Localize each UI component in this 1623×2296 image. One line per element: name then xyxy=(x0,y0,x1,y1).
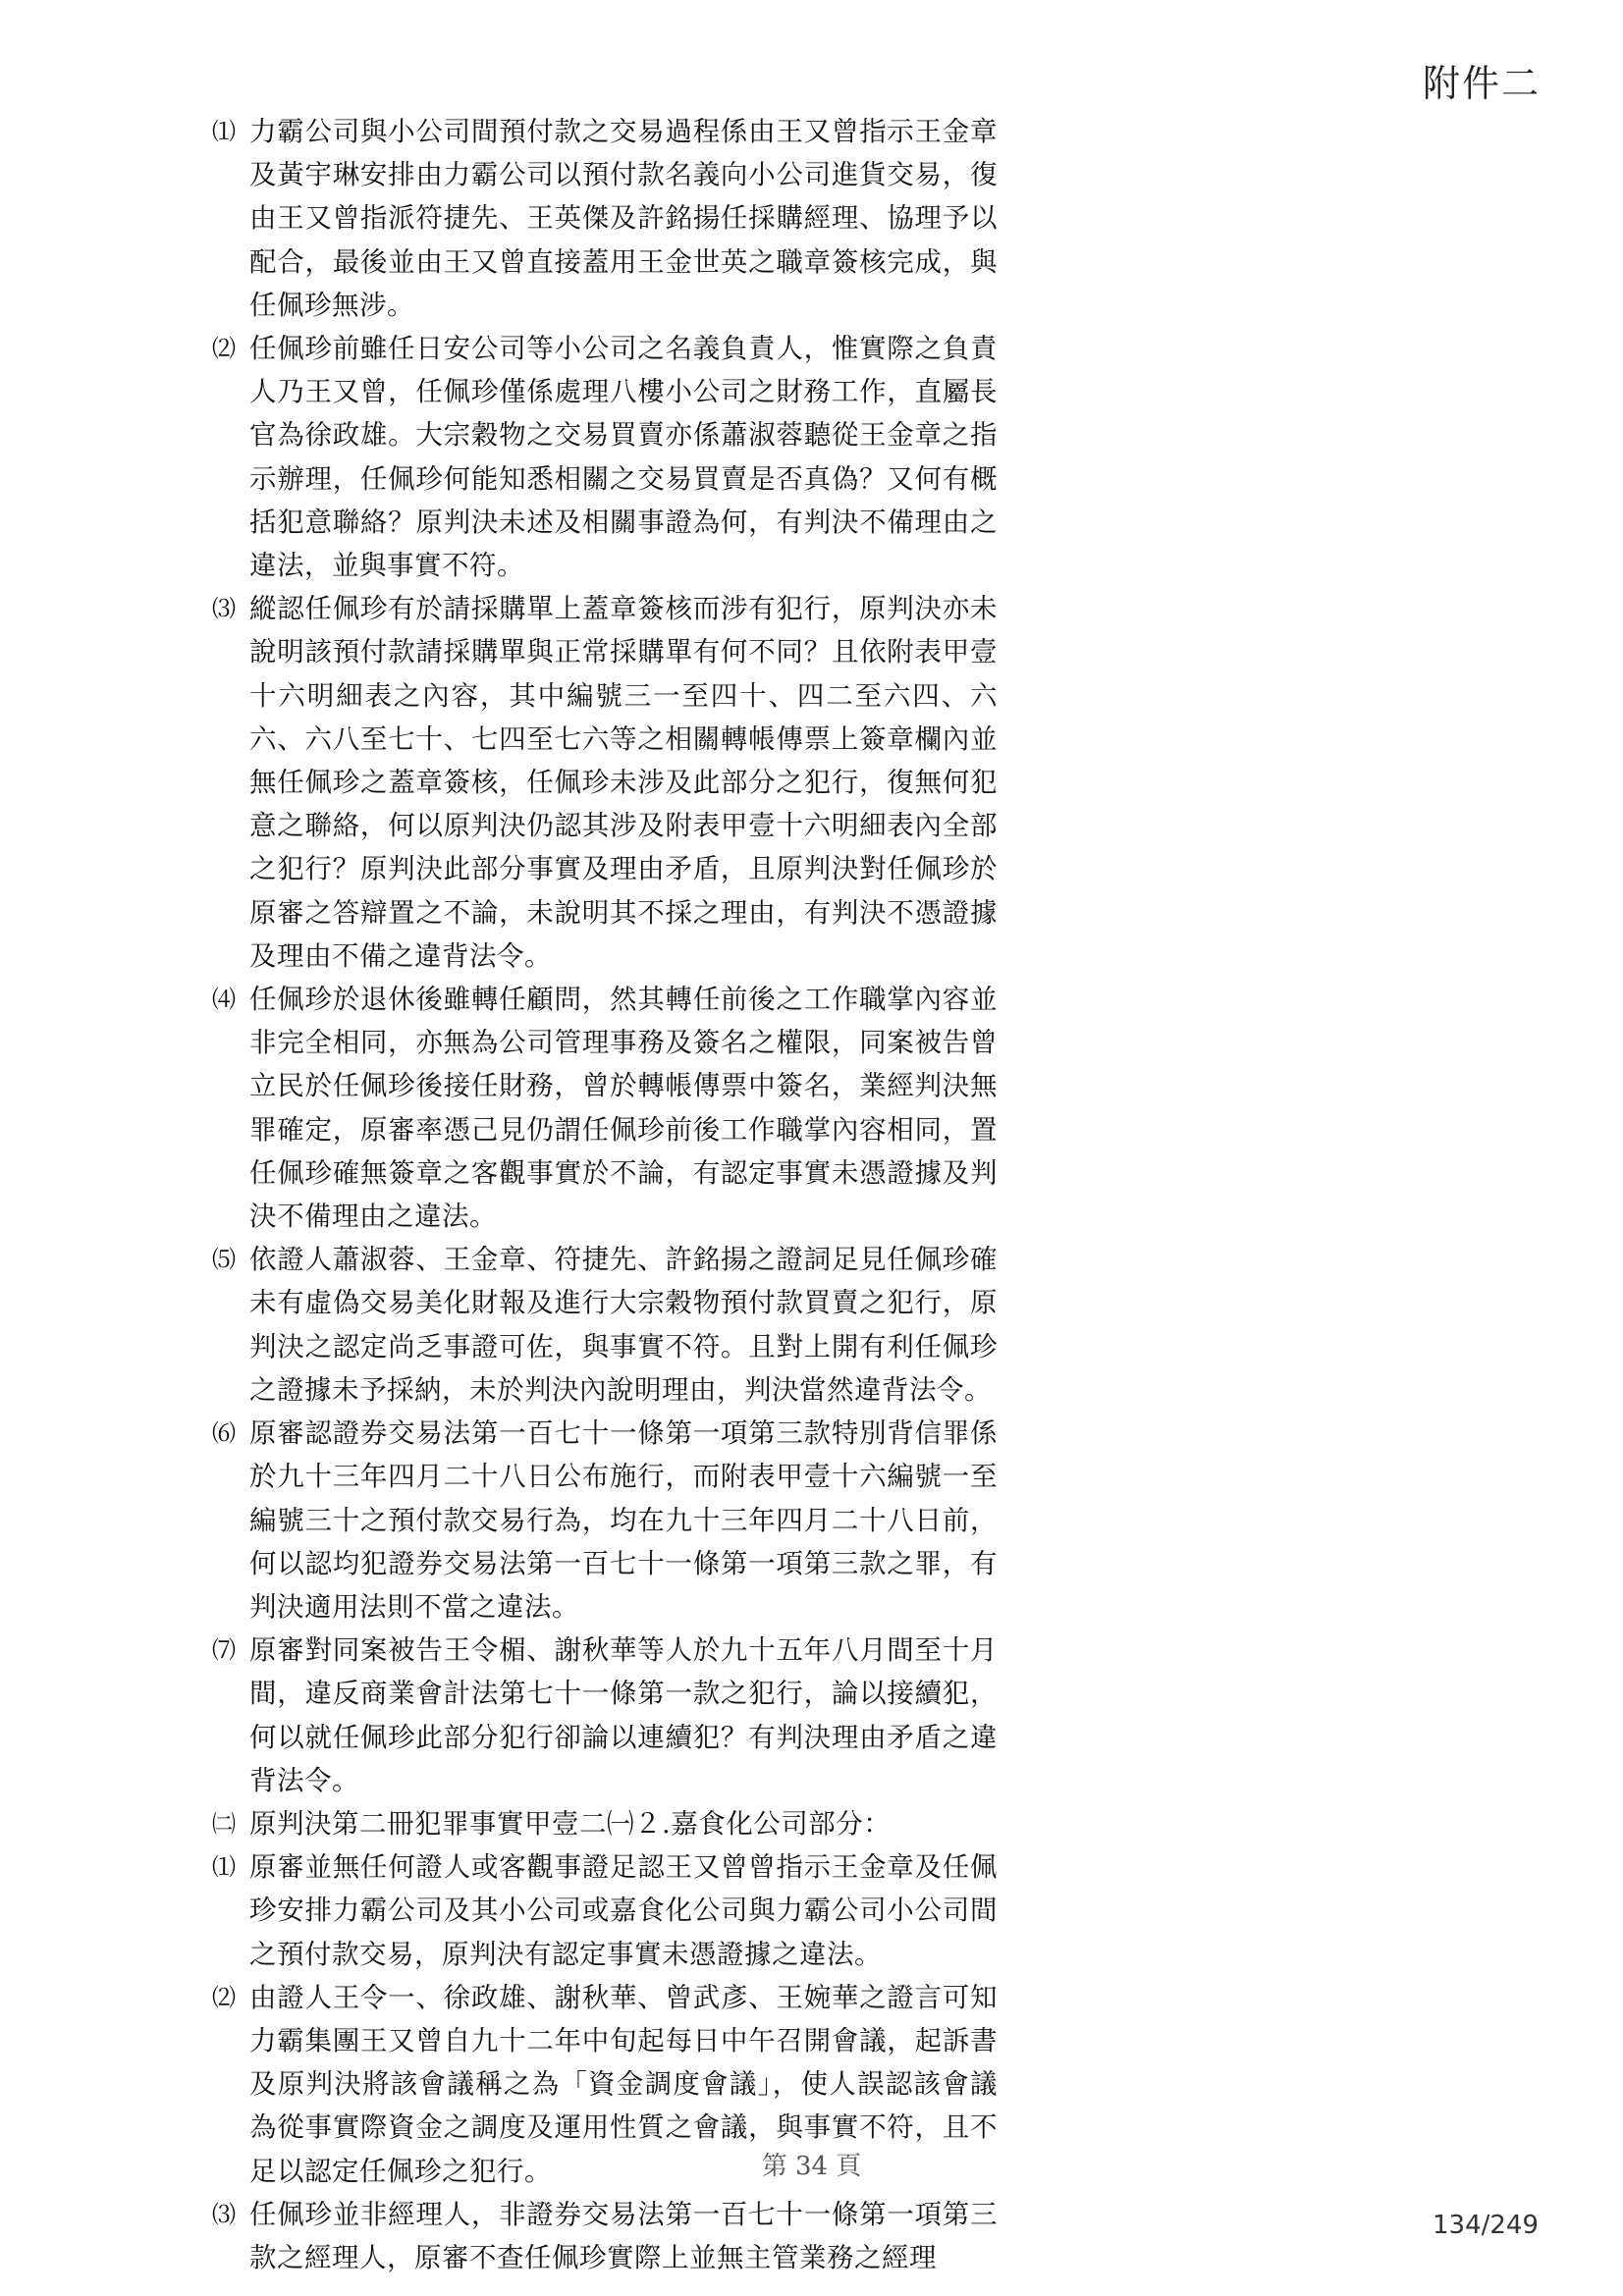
item-number: ⑶ xyxy=(212,2200,237,2228)
item-text: 縱認任佩珍有於請採購單上蓋章簽核而涉有犯行，原判決亦未說明該預付款請採購單與正常採購單有何不同？且依附表甲壹十六明細表之內容，其中編號三一至四十、四二至六四、六六、六八至七十、七四至七六等之相關轉帳傳票上簽章欄內並無任佩珍之蓋章簽核，任佩珍未涉及此部分之犯行，復無何犯意之聯絡，何以原判決仍認其涉及附表甲壹十六明細表內全部之犯行？原判決此部分事實及理由矛盾，且原判決對任佩珍於原審之答辯置之不論，未說明其不採之理由，有判決不憑證據及理由不備之違背法令。 xyxy=(249,593,998,972)
item-text: 任佩珍前雖任日安公司等小公司之名義負責人，惟實際之負責人乃王又曾，任佩珍僅係處理八樓小公司之財務工作，直屬長官為徐政雄。大宗穀物之交易買賣亦係蕭淑蓉聽從王金章之指示辦理，任佩珍何能知悉相關之交易買賣是否真偽？又何有概括犯意聯絡？原判決未述及相關事證為何，有判決不備理由之違法，並與事實不符。 xyxy=(249,333,998,582)
item-number: ⑸ xyxy=(212,1246,237,1274)
paragraph-item xyxy=(212,2193,998,2279)
paragraph-item xyxy=(212,1845,998,1976)
paragraph-item xyxy=(212,327,998,587)
item-text: 原審並無任何證人或客觀事證足認王又曾曾指示王金章及任佩珍安排力霸公司及其小公司或嘉食化公司與力霸公司小公司間之預付款交易，原判決有認定事實未憑證據之違法。 xyxy=(249,1851,998,1970)
section-number: ㈡ xyxy=(212,1809,237,1838)
paragraph-item xyxy=(212,1629,998,1802)
item-number: ⑷ xyxy=(212,986,237,1014)
paragraph-item xyxy=(212,110,998,327)
item-number: ⑹ xyxy=(212,1419,237,1448)
item-number: ⑵ xyxy=(212,1983,237,2011)
section-text: 原判決第二冊犯罪事實甲壹二㈠２.嘉食化公司部分： xyxy=(249,1807,892,1840)
attachment-label: 附件二 xyxy=(1422,62,1541,105)
item-text: 依證人蕭淑蓉、王金章、符捷先、許銘揚之證詞足見任佩珍確未有虛偽交易美化財報及進行大宗穀物預付款買賣之犯行，原判決之認定尚乏事證可佐，與事實不符。且對上開有利任佩珍之證據未予採納，未於判決內說明理由，判決當然違背法令。 xyxy=(249,1244,998,1406)
item-number: ⑵ xyxy=(212,335,237,363)
item-number: ⑶ xyxy=(212,595,237,623)
paragraph-item xyxy=(212,587,998,978)
paragraph-item xyxy=(212,1238,998,1412)
item-number: ⑴ xyxy=(212,1853,237,1882)
item-number: ⑴ xyxy=(212,118,237,145)
document-body xyxy=(212,110,998,2279)
item-text: 任佩珍於退休後雖轉任顧問，然其轉任前後之工作職掌內容並非完全相同，亦無為公司管理事務及簽名之權限，同案被告曾立民於任佩珍後接任財務，曾於轉帳傳票中簽名，業經判決無罪確定，原審率憑己見仍謂任佩珍前後工作職掌內容相同，置任佩珍確無簽章之客觀事實於不論，有認定事實未憑證據及判決不備理由之違法。 xyxy=(249,984,998,1233)
item-text: 原審認證券交易法第一百七十一條第一項第三款特別背信罪係於九十三年四月二十八日公布施行，而附表甲壹十六編號一至編號三十之預付款交易行為，均在九十三年四月二十八日前，何以認均犯證券交易法第一百七十一條第一項第三款之罪，有判決適用法則不當之違法。 xyxy=(249,1417,998,1623)
item-text: 原審對同案被告王令楣、謝秋華等人於九十五年八月間至十月間，違反商業會計法第七十一條第一款之犯行，論以接續犯，何以就任佩珍此部分犯行卻論以連續犯？有判決理由矛盾之違背法令。 xyxy=(249,1634,998,1796)
item-text: 任佩珍並非經理人，非證券交易法第一百七十一條第一項第三款之經理人，原審不查任佩珍實際上並無主管業務之經理 xyxy=(249,2198,998,2273)
item-number: ⑺ xyxy=(212,1636,237,1665)
item-text: 由證人王令一、徐政雄、謝秋華、曾武彥、王婉華之證言可知力霸集團王又曾自九十二年中旬起每日中午召開會議，起訴書及原判決將該會議稱之為「資金調度會議」，使人誤認該會議為從事實際資金之調度及運用性質之會議，與事實不符，且不足以認定任佩珍之犯行。 xyxy=(249,1981,998,2187)
paragraph-item xyxy=(212,1412,998,1629)
section-heading xyxy=(212,1802,998,1845)
page-number: 第 34 頁 xyxy=(761,2152,862,2181)
paragraph-item xyxy=(212,978,998,1238)
page-count: 134/249 xyxy=(1432,2211,1539,2240)
item-text: 力霸公司與小公司間預付款之交易過程係由王又曾指示王金章及黃宇琳安排由力霸公司以預付款名義向小公司進貨交易，復由王又曾指派符捷先、王英傑及許銘揚任採購經理、協理予以配合，最後並由王又曾直接蓋用王金世英之職章簽核完成，與任佩珍無涉。 xyxy=(249,116,998,321)
